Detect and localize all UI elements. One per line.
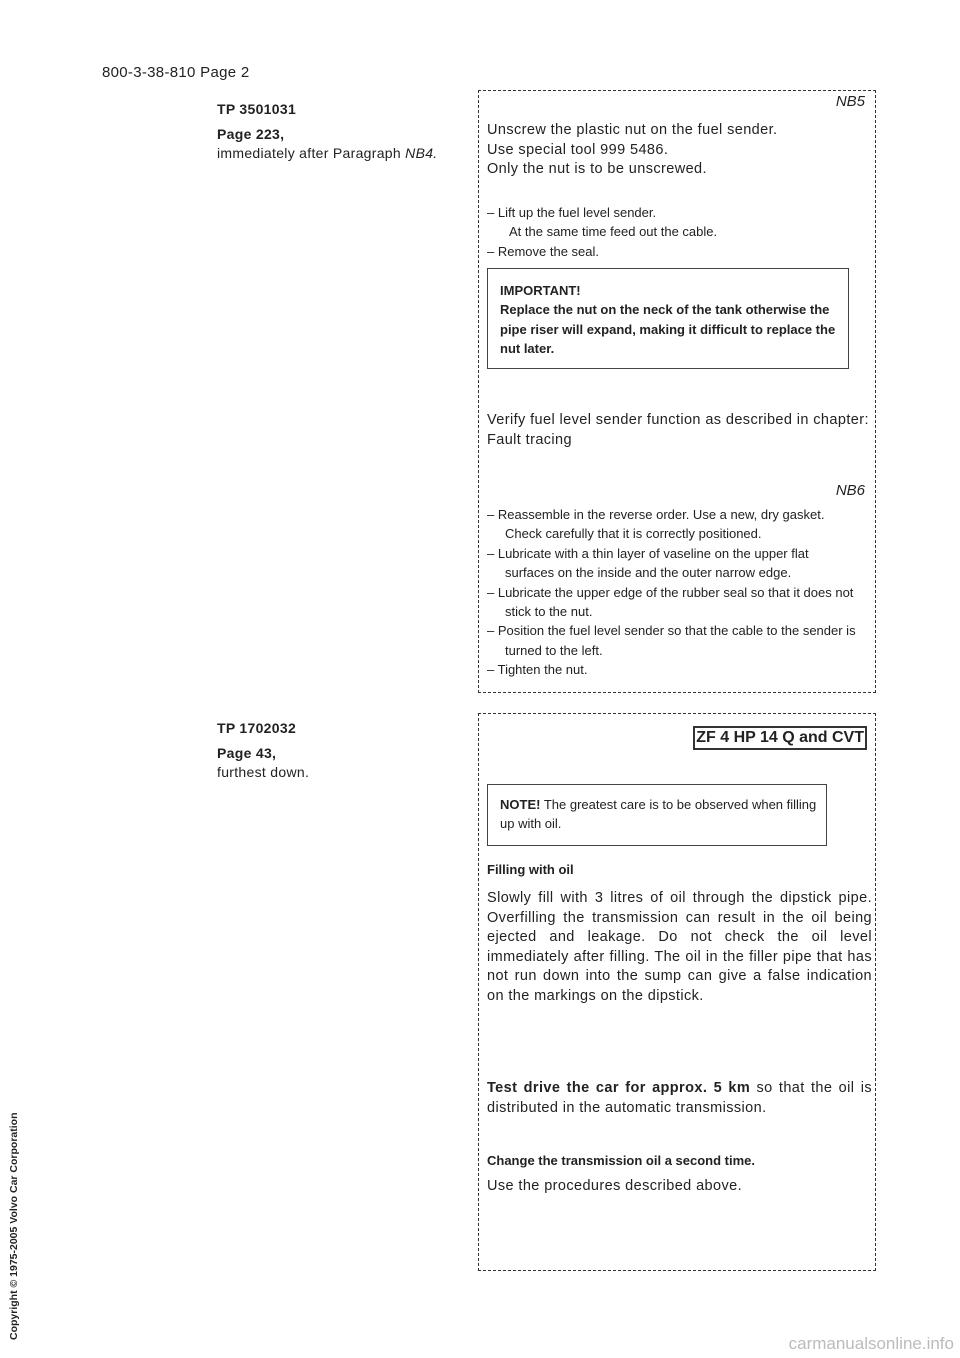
list-item: – Remove the seal. [487,243,600,259]
change-oil-heading: Change the transmission oil a second time. [487,1153,756,1168]
intro-line: Use special tool 999 5486. [487,141,669,158]
transmission-title: ZF 4 HP 14 Q and CVT [693,726,867,750]
nb5-label: NB5 [835,93,865,110]
verify-text: Verify fuel level sender function as described in chapter: Fault tracing [487,412,869,448]
section-ref-1 [217,100,457,163]
important-text: Replace the nut on the neck of the tank otherwise the pipe riser will expand, making it difficult to replace the nut later. [500,302,836,357]
steps2-list [487,505,857,680]
intro-line: Only the nut is to be unscrewed. [487,161,707,177]
page-ref: Page 223, [217,126,285,142]
tp-number: TP 1702032 [217,720,297,736]
filling-paragraph: Slowly fill with 3 litres of oil through the dipstick pipe. Overfilling the transmission can result in the oil being ejected and leakage. Do not check the oil level immediately after filling. The oil in the filler pipe that has not run down into the sump can give a false indication on the markings on the dipstick. [487,890,872,1004]
important-title: IMPORTANT! [500,283,581,298]
important-content [500,281,855,359]
page-header: 800-3-38-810 Page 2 [102,64,250,81]
copyright-notice: Copyright © 1975-2005 Volvo Car Corporation [8,1112,20,1340]
intro-text [487,121,867,180]
list-item: At the same time feed out the cable. [509,224,718,240]
procedure-text: Use the procedures described above. [487,1178,743,1194]
list-item: – Lift up the fuel level sender. [487,205,657,220]
list-item: – Tighten the nut. [487,662,588,678]
paragraph-ref: NB4. [405,145,438,161]
test-drive-bold: Test drive the car for approx. 5 km [487,1080,751,1096]
intro-line: Unscrew the plastic nut on the fuel sender. [487,122,778,138]
list-item: – Lubricate the upper edge of the rubber seal so that it does not stick to the nut. [487,584,854,620]
note-box [487,784,827,846]
list-item: – Reassemble in the reverse order. Use a new, dry gasket. Check carefully that it is correctly positioned. [487,507,825,542]
note-content [500,795,825,834]
important-box [487,268,849,369]
test-drive-text [487,1079,872,1118]
page-ref: Page 43, [217,745,277,761]
note-text: The greatest care is to be observed when filling up with oil. [500,797,817,832]
note-label: NOTE! [500,797,541,812]
nb5-nb6-frame [478,90,876,693]
placement-text: immediately after Paragraph [217,145,406,161]
section-heading: Filling with oil [487,862,574,877]
nb6-label: NB6 [835,482,865,499]
section-ref-2 [217,719,457,782]
oil-fill-frame [478,713,876,1271]
placement-text: furthest down. [217,764,310,780]
list-item: – Lubricate with a thin layer of vaseline on the upper flat surfaces on the inside and the outer narrow edge. [487,545,809,581]
watermark: carmanualsonline.info [788,1334,954,1353]
list-item: – Position the fuel level sender so that the cable to the sender is turned to the left. [487,623,856,658]
steps-list [487,203,867,261]
test-drive-rest: so that the oil is distributed in the automatic transmission. [487,1080,872,1116]
tp-number: TP 3501031 [217,101,297,117]
